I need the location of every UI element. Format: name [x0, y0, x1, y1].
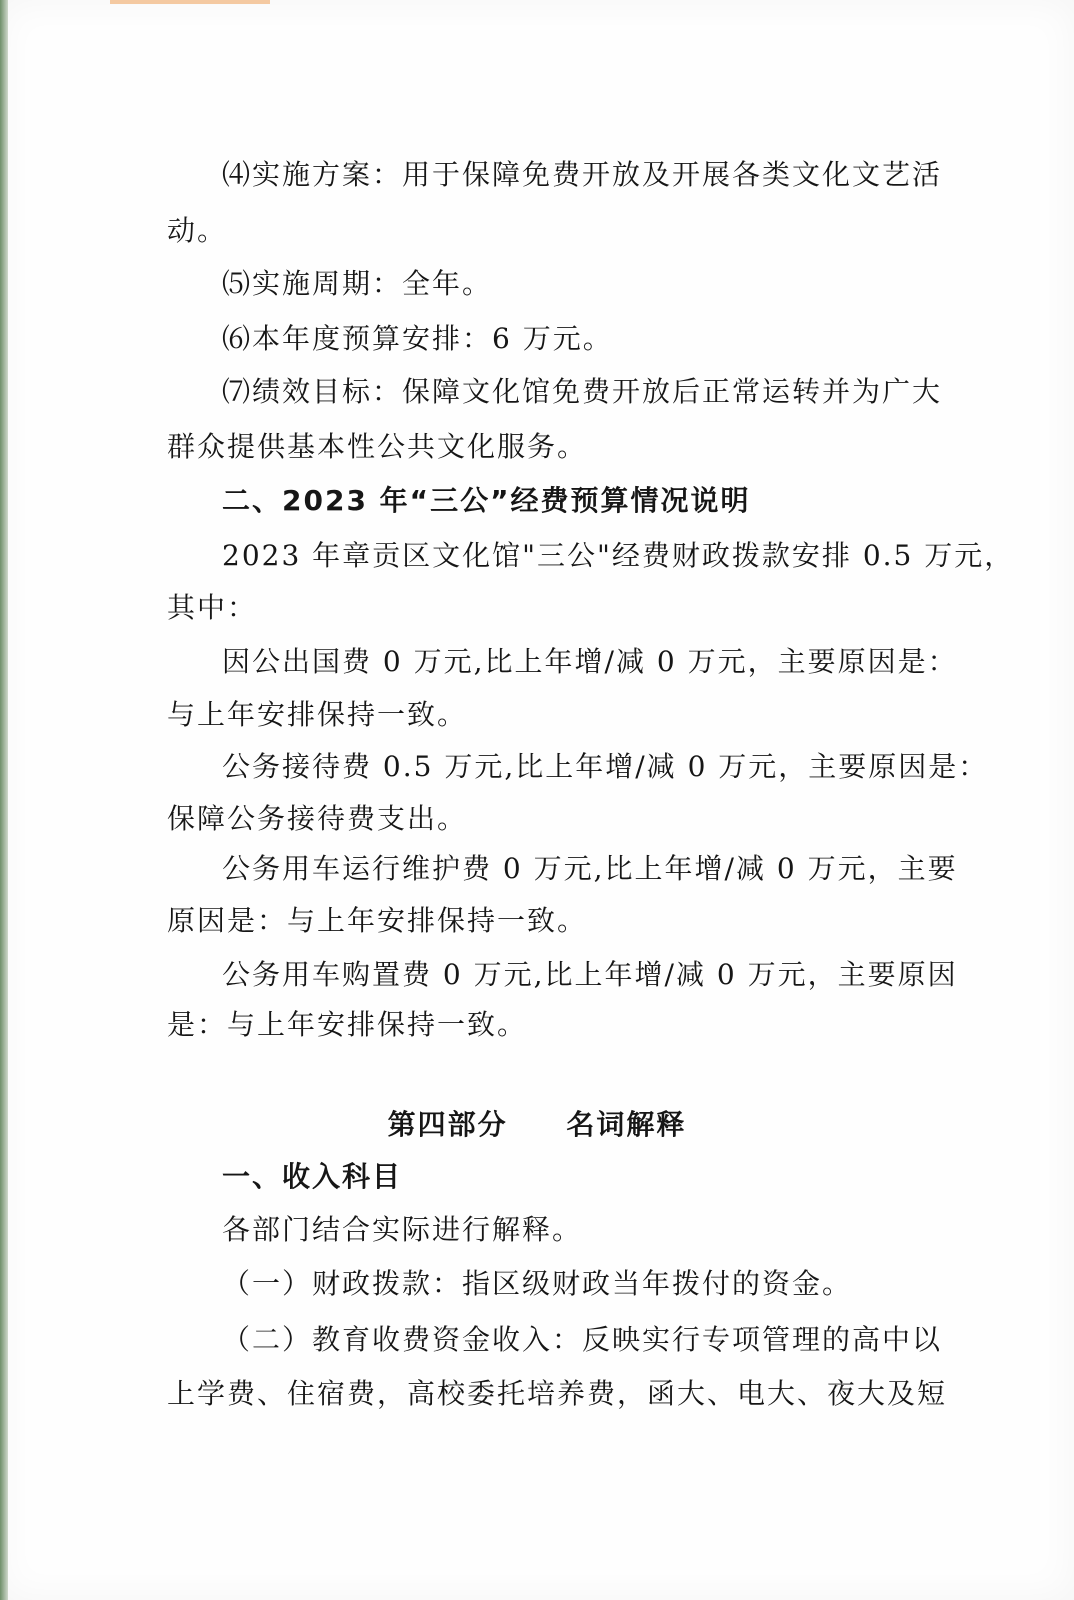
text-line: 群众提供基本性公共文化服务。: [167, 430, 588, 463]
text-line: 保障公务接待费支出。: [167, 802, 468, 835]
text-line: 原因是：与上年安排保持一致。: [167, 904, 588, 937]
text-line: 与上年安排保持一致。: [167, 698, 468, 731]
text-line: 动。: [167, 214, 228, 247]
text-line: 公务接待费 0.5 万元,比上年增/减 0 万元，主要原因是：: [222, 750, 989, 783]
text-line: 各部门结合实际进行解释。: [222, 1213, 583, 1246]
text-line: 公务用车运行维护费 0 万元,比上年增/减 0 万元，主要: [222, 852, 958, 885]
page-edge-shadow: [0, 0, 8, 1600]
text-line: 因公出国费 0 万元,比上年增/减 0 万元，主要原因是：: [222, 645, 958, 678]
text-line: 公务用车购置费 0 万元,比上年增/减 0 万元，主要原因: [222, 958, 958, 991]
text-line: （二）教育收费资金收入：反映实行专项管理的高中以: [222, 1323, 943, 1356]
text-line: ⑹本年度预算安排：6 万元。: [222, 322, 613, 355]
text-line: ⑸实施周期：全年。: [222, 267, 493, 300]
text-line: （一）财政拨款：指区级财政当年拨付的资金。: [222, 1267, 853, 1300]
section-heading: 二、2023 年“三公”经费预算情况说明: [222, 484, 751, 517]
text-line: 是：与上年安排保持一致。: [167, 1008, 528, 1041]
text-line: 上学费、住宿费，高校委托培养费，函大、电大、夜大及短: [167, 1377, 948, 1410]
section-heading: 一、收入科目: [222, 1160, 403, 1193]
text-line: 其中：: [167, 591, 258, 624]
text-line: ⑷实施方案：用于保障免费开放及开展各类文化文艺活: [222, 158, 943, 191]
text-line: 2023 年章贡区文化馆"三公"经费财政拨款安排 0.5 万元，: [222, 539, 1015, 572]
page-top-mark: [110, 0, 270, 4]
part-title: 第四部分 名词解释: [387, 1108, 687, 1141]
text-line: ⑺绩效目标：保障文化馆免费开放后正常运转并为广大: [222, 375, 943, 408]
